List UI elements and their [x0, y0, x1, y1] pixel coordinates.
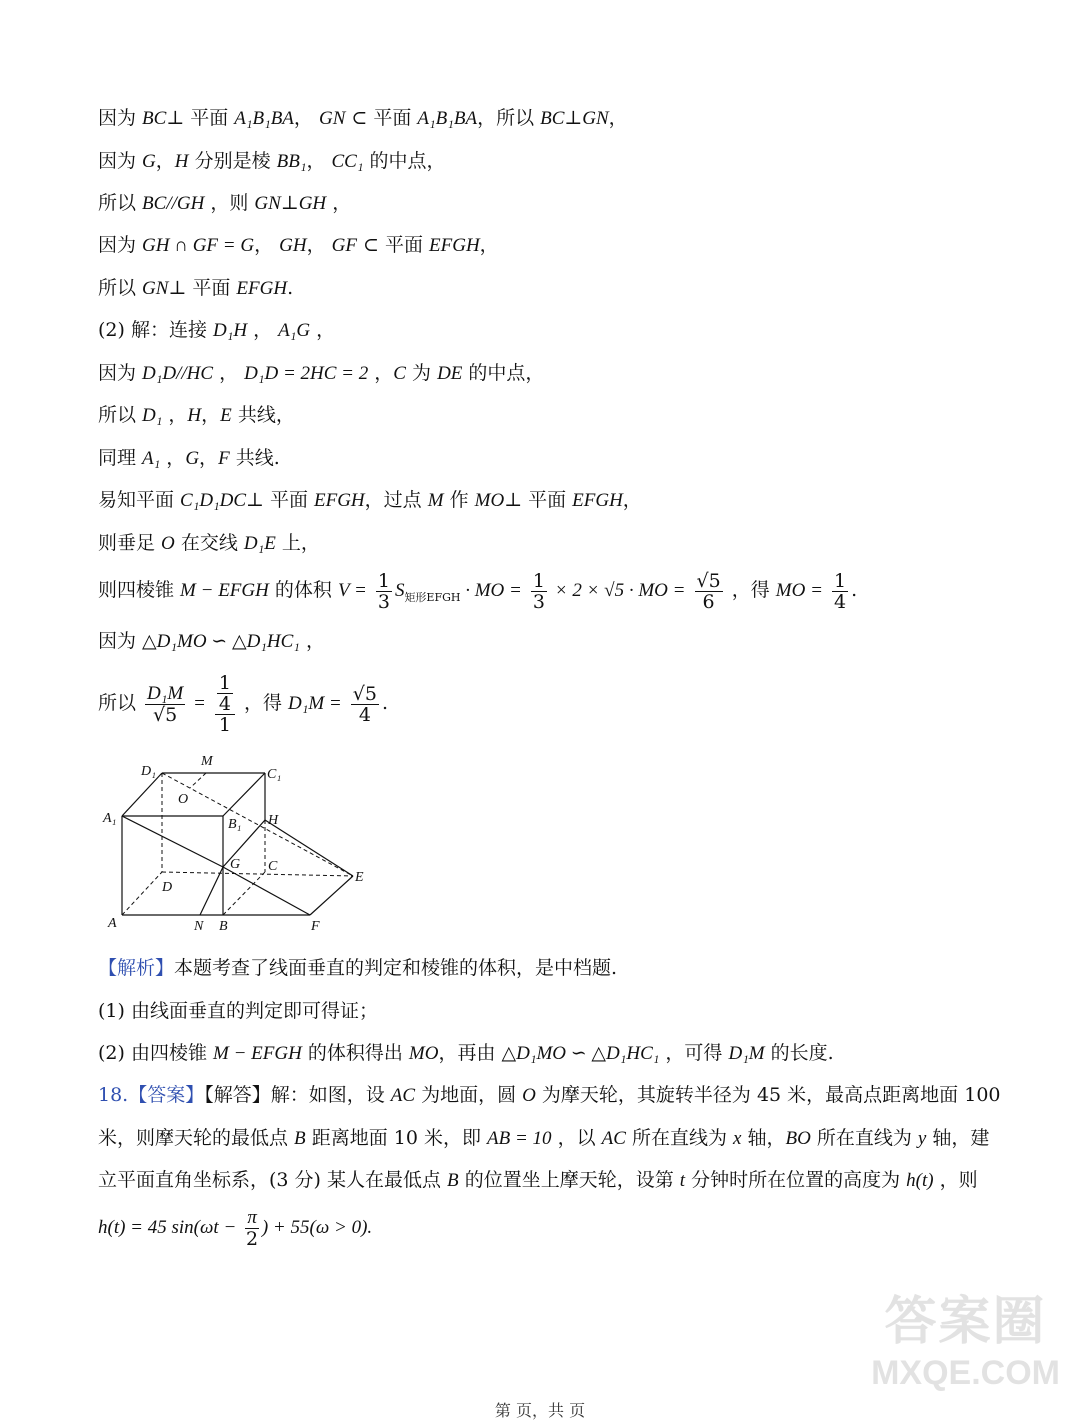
hidden-line-d1-e — [162, 773, 353, 876]
watermark-logo: 答案圈 MXQE.COM — [871, 1293, 1060, 1392]
label-d1: D₁ — [141, 764, 156, 779]
edge-g-f — [223, 867, 310, 915]
hidden-line-d-e — [162, 872, 353, 876]
question-number: 18. — [98, 1084, 129, 1106]
analysis-tag: 【解析】 — [98, 957, 175, 979]
geometry-figure — [100, 752, 380, 937]
label-c1: C₁ — [267, 767, 282, 782]
text-line-3: 所以 BC//GH ，则 GN⊥GH ， — [98, 192, 352, 214]
page-footer: 第 页，共 页 — [494, 1401, 586, 1420]
label-f: F — [311, 919, 320, 934]
fraction: $\frac{√5}{6}$ — [696, 569, 721, 613]
answer-18-line-1: 18.【答案】【解答】解：如图，设 AC 为地面，圆 O 为摩天轮，其旋转半径为 45 米，最高点距离地面 100 — [98, 1084, 1001, 1106]
answer-18-line-2: 米，则摩天轮的最低点 B 距离地面 10 米，即 AB = 10 ，以 AC 所在直线为 x 轴，BO 所在直线为 y 轴，建 — [98, 1127, 990, 1149]
label-c: C — [268, 859, 278, 874]
label-o: O — [178, 792, 189, 807]
answer-18-line-3: 立平面直角坐标系，(3 分) 某人在最低点 B 的位置坐上摩天轮，设第 t 分钟时所在位置的高度为 h(t) ，则 — [98, 1169, 978, 1191]
label-n: N — [194, 919, 204, 934]
edge-a1-d1 — [122, 773, 162, 816]
answer-tag: 【答案】 — [128, 1084, 205, 1106]
text-line-2: 因为 G，H 分别是棱 BB₁， CC₁ 的中点， — [98, 150, 446, 172]
label-d: D — [162, 880, 173, 895]
fraction: $\frac{\pi}{2}$ — [246, 1206, 259, 1250]
text-line-7: 因为 D₁D//HC ， D₁D = 2HC = 2 ，C 为 DE 的中点， — [98, 362, 545, 384]
text-line-13: 因为 △D₁MO ∽ △D₁HC₁ ， — [98, 630, 325, 652]
label-h: H — [268, 813, 279, 828]
edge-h-e — [265, 820, 353, 876]
answer-18-formula: h(t) = 45 sin(ωt − $\frac{\pi}{2}$ ) + 55(ω > 0). — [98, 1206, 373, 1250]
text-line-5: 所以 GN⊥ 平面 EFGH. — [98, 277, 294, 299]
fraction: $\frac{1}{4}$ — [833, 569, 847, 613]
label-b1: B₁ — [228, 817, 242, 832]
edge-b1-c1 — [223, 773, 265, 816]
text-line-11: 则垂足 O 在交线 D₁E 上， — [98, 532, 320, 554]
hidden-line-m-o — [190, 773, 206, 788]
fraction: $\frac{1}{3}$ — [377, 569, 390, 613]
label-m: M — [201, 754, 213, 769]
text-line-12-volume: 则四棱锥 M − EFGH 的体积 V = $\frac{1}{3}$ $S_{矩形EFGH}$ · MO = $\frac{1}{3}$ × 2 × √5 · MO = $\frac{√5}{6}$ ，得 MO = $\frac{1}{4}$ . — [98, 569, 858, 613]
fraction: $\frac{1}{3}$ — [532, 569, 545, 613]
label-a: A — [108, 916, 117, 931]
text-line-10: 易知平面 C₁D₁DC⊥ 平面 EFGH，过点 M 作 MO⊥ 平面 EFGH， — [98, 489, 642, 511]
hidden-edge-a-d — [122, 872, 162, 915]
line-g-n — [200, 867, 223, 915]
text-line-14-ratio: 所以 $\frac{\text{D₁M}}{√5}$ = $\frac{\frac{1}{4}}{1}$ ，得 D₁M = $\frac{√5}{4}$ . — [98, 672, 389, 736]
label-e: E — [355, 870, 364, 885]
text-line-4: 因为 GH ∩ GF = G， GH， GF ⊂ 平面 EFGH， — [98, 234, 499, 256]
label-b: B — [219, 919, 228, 934]
edge-e-f — [310, 876, 353, 915]
line-a1-g — [122, 816, 223, 867]
analysis-line: 【解析】本题考查了线面垂直的判定和棱锥的体积，是中档题. — [98, 957, 618, 979]
analysis-line-2: (2) 由四棱锥 M − EFGH 的体积得出 MO，再由 △D₁MO ∽ △D₁HC₁ ，可得 D₁M 的长度. — [98, 1042, 834, 1064]
analysis-line-1: (1) 由线面垂直的判定即可得证； — [98, 1000, 378, 1022]
text-line-1: 因为 BC⊥ 平面 A₁B₁BA， GN ⊂ 平面 A₁B₁BA，所以 BC⊥GN， — [98, 107, 628, 129]
nested-fraction: $\frac{\frac{1}{4}}{1}$ — [215, 673, 235, 735]
fraction: $\frac{\text{D₁M}}{√5}$ — [147, 682, 184, 726]
text-line-9: 同理 A₁ ，G，F 共线. — [98, 447, 280, 469]
text-line-8: 所以 D₁ ，H，E 共线， — [98, 404, 295, 426]
text-line-6: (2) 解：连接 D₁H ， A₁G ， — [98, 319, 336, 341]
fraction: $\frac{√5}{4}$ — [352, 682, 377, 726]
label-a1: A₁ — [103, 811, 117, 826]
label-g: G — [230, 857, 241, 872]
